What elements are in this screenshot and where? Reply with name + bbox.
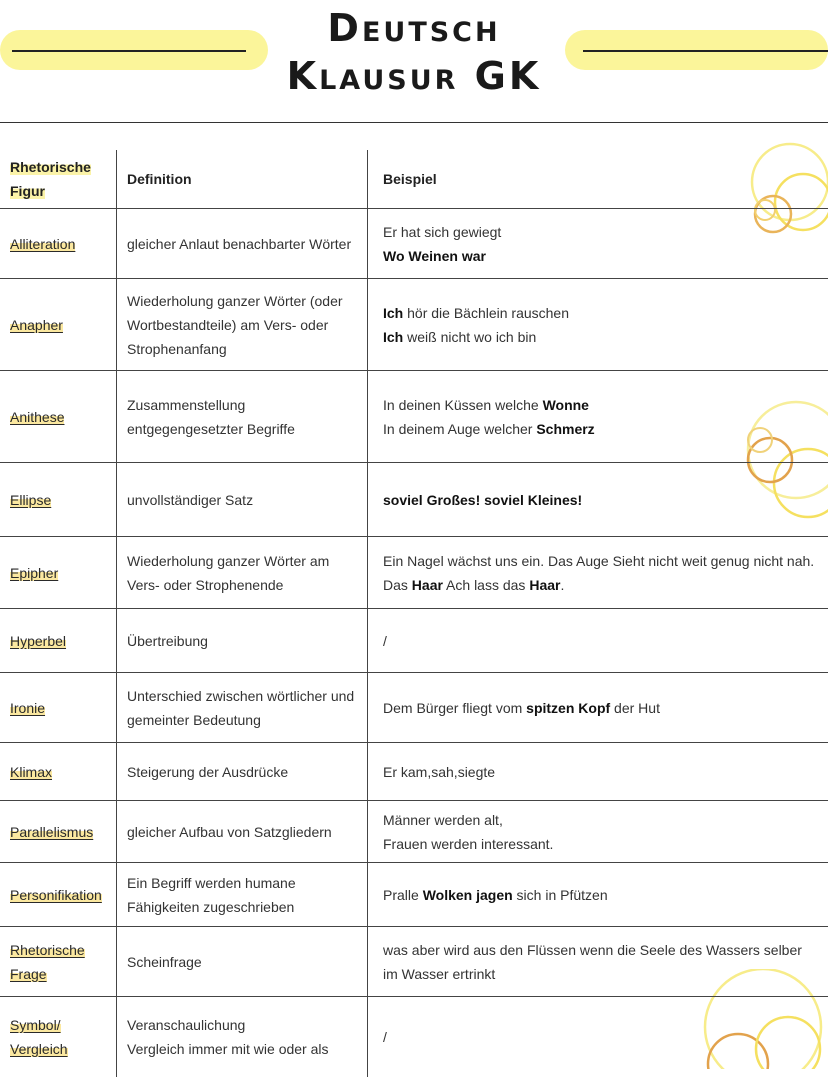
- example-keyword: Wo Weinen war: [383, 248, 486, 264]
- table-row: [0, 371, 828, 463]
- definition-text: Scheinfrage: [127, 950, 357, 974]
- figure-name: Symbol/ Vergleich: [10, 1017, 68, 1057]
- definition-cell: [117, 463, 368, 537]
- definition-text: gleicher Aufbau von Satzgliedern: [127, 820, 357, 844]
- example-cell: [368, 463, 828, 537]
- definition-cell: [117, 279, 368, 371]
- example-line: [383, 760, 818, 784]
- example-cell: [368, 537, 828, 609]
- example-line: [383, 883, 818, 907]
- table-row: [0, 537, 828, 609]
- example-keyword: Haar: [412, 577, 443, 593]
- figure-cell: [0, 463, 117, 537]
- definition-cell: [117, 997, 368, 1077]
- definition-text: Zusammenstellung entgegengesetzter Begriffe: [127, 393, 357, 441]
- definition-cell: [117, 537, 368, 609]
- example-text: Frauen werden interessant.: [383, 836, 553, 852]
- rhetoric-table: [0, 150, 828, 1077]
- example-line: [383, 629, 818, 653]
- figure-cell: [0, 863, 117, 927]
- example-keyword: Ich: [383, 305, 403, 321]
- example-line: [383, 549, 818, 597]
- definition-text: Vergleich immer mit wie oder als: [127, 1037, 357, 1061]
- figure-cell: [0, 801, 117, 863]
- table-row: [0, 463, 828, 537]
- definition-cell: [117, 863, 368, 927]
- definition-text: Wiederholung ganzer Wörter (oder Wortbestandteile) am Vers- oder Strophenanfang: [127, 289, 357, 361]
- example-text: Er kam,sah,siegte: [383, 764, 495, 780]
- figure-cell: [0, 371, 117, 463]
- example-cell: [368, 743, 828, 801]
- definition-cell: [117, 673, 368, 743]
- example-line: [383, 938, 818, 986]
- example-keyword: Wonne: [543, 397, 589, 413]
- example-line: [383, 1025, 818, 1049]
- example-line: [383, 417, 818, 441]
- table-row: [0, 997, 828, 1077]
- figure-cell: [0, 673, 117, 743]
- table-row: [0, 209, 828, 279]
- figure-name: Hyperbel: [10, 633, 66, 649]
- example-text: hör die Bächlein rauschen: [403, 305, 569, 321]
- table-row: [0, 743, 828, 801]
- definition-cell: [117, 609, 368, 673]
- example-line: [383, 808, 818, 832]
- example-keyword: Schmerz: [536, 421, 594, 437]
- definition-text: Wiederholung ganzer Wörter am Vers- oder Strophenende: [127, 549, 357, 597]
- definition-text: Steigerung der Ausdrücke: [127, 760, 357, 784]
- figure-name: Klimax: [10, 764, 52, 780]
- example-cell: [368, 279, 828, 371]
- figure-name: Epipher: [10, 565, 58, 581]
- figure-name: Anapher: [10, 317, 63, 333]
- figure-cell: [0, 927, 117, 997]
- figure-name: Parallelismus: [10, 824, 93, 840]
- example-text: Pralle: [383, 887, 423, 903]
- example-text: Dem Bürger fliegt vom: [383, 700, 526, 716]
- example-cell: [368, 371, 828, 463]
- example-cell: [368, 997, 828, 1077]
- figure-cell: [0, 537, 117, 609]
- example-text: Ein Nagel wächst uns ein. Das Auge Sieht nicht weit genug nicht nah. Das: [383, 553, 814, 593]
- figure-name: Rhetorische Frage: [10, 942, 85, 982]
- header: [0, 0, 828, 110]
- table-row: [0, 863, 828, 927]
- figure-name: Ellipse: [10, 492, 51, 508]
- figure-cell: [0, 209, 117, 279]
- figure-name: Alliteration: [10, 236, 75, 252]
- example-line: [383, 220, 818, 244]
- table-row: [0, 927, 828, 997]
- example-text: /: [383, 633, 387, 649]
- example-cell: [368, 673, 828, 743]
- definition-text: Übertreibung: [127, 629, 357, 653]
- table-row: [0, 609, 828, 673]
- example-text: was aber wird aus den Flüssen wenn die Seele des Wassers selber im Wasser ertrinkt: [383, 942, 802, 982]
- example-text: der Hut: [610, 700, 660, 716]
- example-keyword: soviel Großes! soviel Kleines!: [383, 492, 582, 508]
- header-figure: Rhetorische Figur: [0, 150, 117, 209]
- figure-name: Ironie: [10, 700, 45, 716]
- header-example: Beispiel: [368, 150, 828, 209]
- line-left: [12, 50, 246, 52]
- example-text: .: [560, 577, 564, 593]
- table-row: [0, 673, 828, 743]
- figure-cell: [0, 609, 117, 673]
- line-right: [583, 50, 828, 52]
- figure-cell: [0, 997, 117, 1077]
- example-cell: [368, 609, 828, 673]
- table-row: [0, 801, 828, 863]
- definition-text: Unterschied zwischen wörtlicher und gemeinter Bedeutung: [127, 684, 357, 732]
- example-text: In deinem Auge welcher: [383, 421, 536, 437]
- figure-cell: [0, 743, 117, 801]
- example-text: Ach lass das: [443, 577, 529, 593]
- table-row: [0, 279, 828, 371]
- example-keyword: Wolken jagen: [423, 887, 513, 903]
- example-line: [383, 832, 818, 856]
- example-cell: [368, 863, 828, 927]
- example-text: sich in Pfützen: [513, 887, 608, 903]
- definition-cell: [117, 209, 368, 279]
- definition-cell: [117, 801, 368, 863]
- definition-cell: [117, 743, 368, 801]
- example-text: Er hat sich gewiegt: [383, 224, 501, 240]
- example-line: [383, 393, 818, 417]
- example-line: [383, 325, 818, 349]
- header-definition: Definition: [117, 150, 368, 209]
- example-cell: [368, 927, 828, 997]
- example-keyword: spitzen Kopf: [526, 700, 610, 716]
- table-header-row: [0, 150, 828, 209]
- example-keyword: Ich: [383, 329, 403, 345]
- example-text: Männer werden alt,: [383, 812, 503, 828]
- example-line: [383, 488, 818, 512]
- figure-name: Anithese: [10, 409, 64, 425]
- definition-text: Veranschaulichung: [127, 1013, 357, 1037]
- header-divider: [0, 122, 828, 123]
- example-line: [383, 244, 818, 268]
- definition-cell: [117, 371, 368, 463]
- example-line: [383, 301, 818, 325]
- example-text: In deinen Küssen welche: [383, 397, 543, 413]
- example-text: weiß nicht wo ich bin: [403, 329, 536, 345]
- title-line-1: Deutsch: [0, 6, 828, 50]
- example-text: /: [383, 1029, 387, 1045]
- definition-text: unvollständiger Satz: [127, 488, 357, 512]
- example-line: [383, 696, 818, 720]
- example-keyword: Haar: [529, 577, 560, 593]
- definition-cell: [117, 927, 368, 997]
- definition-text: Ein Begriff werden humane Fähigkeiten zugeschrieben: [127, 871, 357, 919]
- figure-name: Personifikation: [10, 887, 102, 903]
- definition-text: gleicher Anlaut benachbarter Wörter: [127, 232, 357, 256]
- example-cell: [368, 801, 828, 863]
- figure-cell: [0, 279, 117, 371]
- example-cell: [368, 209, 828, 279]
- title-line-2: Klausur GK: [0, 54, 828, 98]
